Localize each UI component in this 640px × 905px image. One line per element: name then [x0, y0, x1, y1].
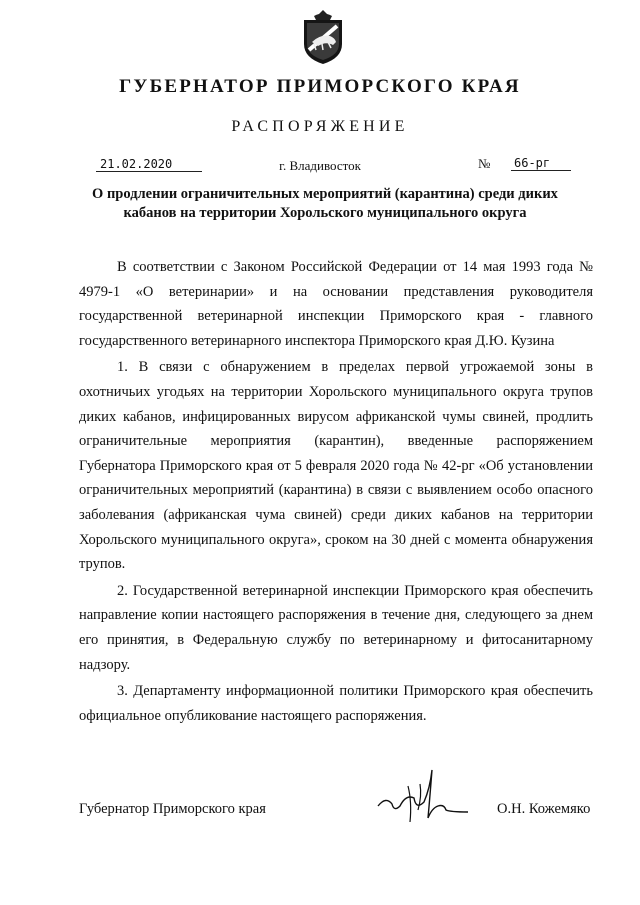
clause-3-paragraph: 3. Департаменту информационной политики Приморского края обеспечить официальное опубликование настоящего распоряжения.	[79, 683, 593, 724]
signatory-name: О.Н. Кожемяко	[497, 801, 591, 817]
document-number: 66-рг	[514, 156, 551, 170]
clause-2-paragraph: 2. Государственной ветеринарной инспекции Приморского края обеспечить направление копии настоящего распоряжения в течение дня, следующего за днем его принятия, в Федеральную службу по ветеринарному и фитосанитарному надзору.	[79, 582, 593, 673]
document-title: О продлении ограничительных мероприятий (карантина) среди диких кабанов на территории Хорольского муниципального округа	[92, 186, 558, 221]
number-label: №	[478, 156, 491, 171]
organization-heading: ГУБЕРНАТОР ПРИМОРСКОГО КРАЯ	[119, 76, 521, 97]
document-date: 21.02.2020	[100, 157, 173, 171]
document-body	[79, 255, 593, 730]
number-underline	[511, 170, 571, 171]
signatory-position: Губернатор Приморского края	[79, 801, 266, 817]
preamble-paragraph: В соответствии с Законом Российской Федерации от 14 мая 1993 года № 4979-1 «О ветеринарии» и на основании представления руководителя государственной ветеринарной инспекции Приморского края - главного государственного ветеринарного инспектора Приморского края Д.Ю. Кузина	[79, 259, 593, 349]
clause-1-paragraph: 1. В связи с обнаружением в пределах первой угрожаемой зоны в охотничьих угодьях на территории Хорольского муниципального округа трупов диких кабанов, инфицированных вирусом африканской чумы свиней, продлить ограничительные мероприятия (карантин), введенные распоряжением Губернатора Приморского края от 5 февраля 2020 года № 42-рг «Об установлении ограничительных мероприятий (карантина) в связи с выявлением особо опасного заболевания (африканская чума свиней) среди диких кабанов на территории Хорольского муниципального округа», сроком на 30 дней с момента обнаружения трупов.	[79, 359, 593, 573]
document-type-heading: РАСПОРЯЖЕНИЕ	[231, 118, 409, 135]
document-city: г. Владивосток	[279, 158, 361, 173]
coat-of-arms-icon	[300, 8, 346, 66]
handwritten-signature-icon	[372, 766, 472, 832]
